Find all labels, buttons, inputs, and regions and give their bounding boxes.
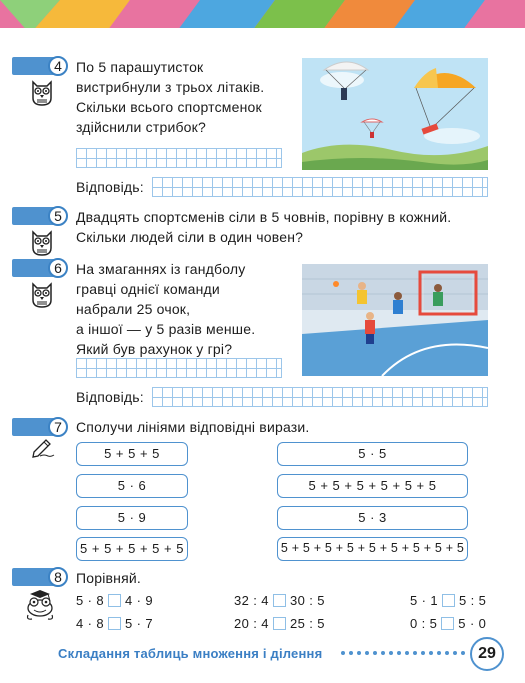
comparison-right: 5 : 5 [459, 593, 487, 608]
comparison-right: 5 · 0 [458, 616, 487, 631]
task-6-line: а іншої — у 5 разів менше. [76, 321, 256, 337]
task-5-line: Двадцять спортсменів сіли в 5 човнів, порівну в кожний. [76, 209, 452, 225]
right-expression-box[interactable]: 5 + 5 + 5 + 5 + 5 + 5 [277, 474, 468, 498]
comparison-left: 5 · 8 [76, 593, 105, 608]
left-expression-box[interactable]: 5 · 9 [76, 506, 188, 530]
task-5-line: Скільки людей сіли в один човен? [76, 229, 304, 245]
comparison-right: 25 : 5 [289, 616, 325, 631]
compare-sign-box[interactable] [441, 617, 454, 630]
left-expression-box[interactable]: 5 + 5 + 5 [76, 442, 188, 466]
comparison-left: 20 : 4 [234, 616, 269, 631]
comparison-item [410, 616, 486, 632]
owl-icon [30, 78, 54, 106]
comparison-left: 4 · 8 [76, 616, 105, 631]
footer-dots [340, 647, 466, 659]
handball-illustration [302, 264, 488, 376]
task-8-number: 8 [48, 567, 68, 587]
task-4-line: здійснили стрибок? [76, 119, 206, 135]
answer-label: Відповідь: [76, 179, 144, 195]
task-6-line: Який був рахунок у грі? [76, 341, 233, 357]
compare-sign-box[interactable] [442, 594, 455, 607]
solution-grid[interactable] [76, 148, 282, 168]
comparison-item [76, 593, 153, 609]
top-banner [0, 0, 525, 34]
comparison-left: 5 · 1 [410, 593, 439, 608]
task-6-line: гравці однієї команди [76, 281, 220, 297]
solution-grid[interactable] [76, 358, 282, 378]
right-expression-box[interactable]: 5 · 5 [277, 442, 468, 466]
compare-sign-box[interactable] [108, 594, 121, 607]
task-5-number: 5 [48, 206, 68, 226]
right-expression-box[interactable]: 5 · 3 [277, 506, 468, 530]
task-6-line: На змаганнях із гандболу [76, 261, 246, 277]
task-4-line: По 5 парашутисток [76, 59, 204, 75]
comparison-item [410, 593, 486, 609]
frog-icon [22, 588, 58, 622]
owl-icon [30, 228, 54, 256]
comparison-right: 5 · 7 [125, 616, 154, 631]
comparison-right: 4 · 9 [125, 593, 154, 608]
comparison-left: 0 : 5 [410, 616, 438, 631]
comparison-item [76, 616, 153, 632]
answer-label: Відповідь: [76, 389, 144, 405]
pencil-icon [30, 436, 56, 458]
task-8-title: Порівняй. [76, 570, 142, 586]
task-4-text [76, 57, 264, 137]
task-4-line: Скільки всього спортсменок [76, 99, 262, 115]
answer-grid[interactable] [152, 177, 488, 197]
parachute-illustration [302, 58, 488, 170]
page-number: 29 [470, 637, 504, 671]
task-7-number: 7 [48, 417, 68, 437]
left-expression-box[interactable]: 5 + 5 + 5 + 5 + 5 [76, 537, 188, 561]
footer-title: Складання таблиць множення і ділення [58, 646, 323, 661]
task-7-title: Сполучи лініями відповідні вирази. [76, 419, 310, 435]
comparison-item [234, 616, 325, 632]
task-4-number: 4 [48, 56, 68, 76]
task-5-text [76, 207, 451, 247]
compare-sign-box[interactable] [108, 617, 121, 630]
answer-grid[interactable] [152, 387, 488, 407]
left-expression-box[interactable]: 5 · 6 [76, 474, 188, 498]
task-6-line: набрали 25 очок, [76, 301, 191, 317]
task-6-number: 6 [48, 258, 68, 278]
task-4-line: вистрибнули з трьох літаків. [76, 79, 265, 95]
compare-sign-box[interactable] [273, 617, 286, 630]
comparison-item [234, 593, 325, 609]
comparison-left: 32 : 4 [234, 593, 269, 608]
owl-icon [30, 280, 54, 308]
right-expression-box[interactable]: 5 + 5 + 5 + 5 + 5 + 5 + 5 + 5 + 5 [277, 537, 468, 561]
task-6-text [76, 259, 255, 359]
compare-sign-box[interactable] [273, 594, 286, 607]
comparison-right: 30 : 5 [289, 593, 325, 608]
